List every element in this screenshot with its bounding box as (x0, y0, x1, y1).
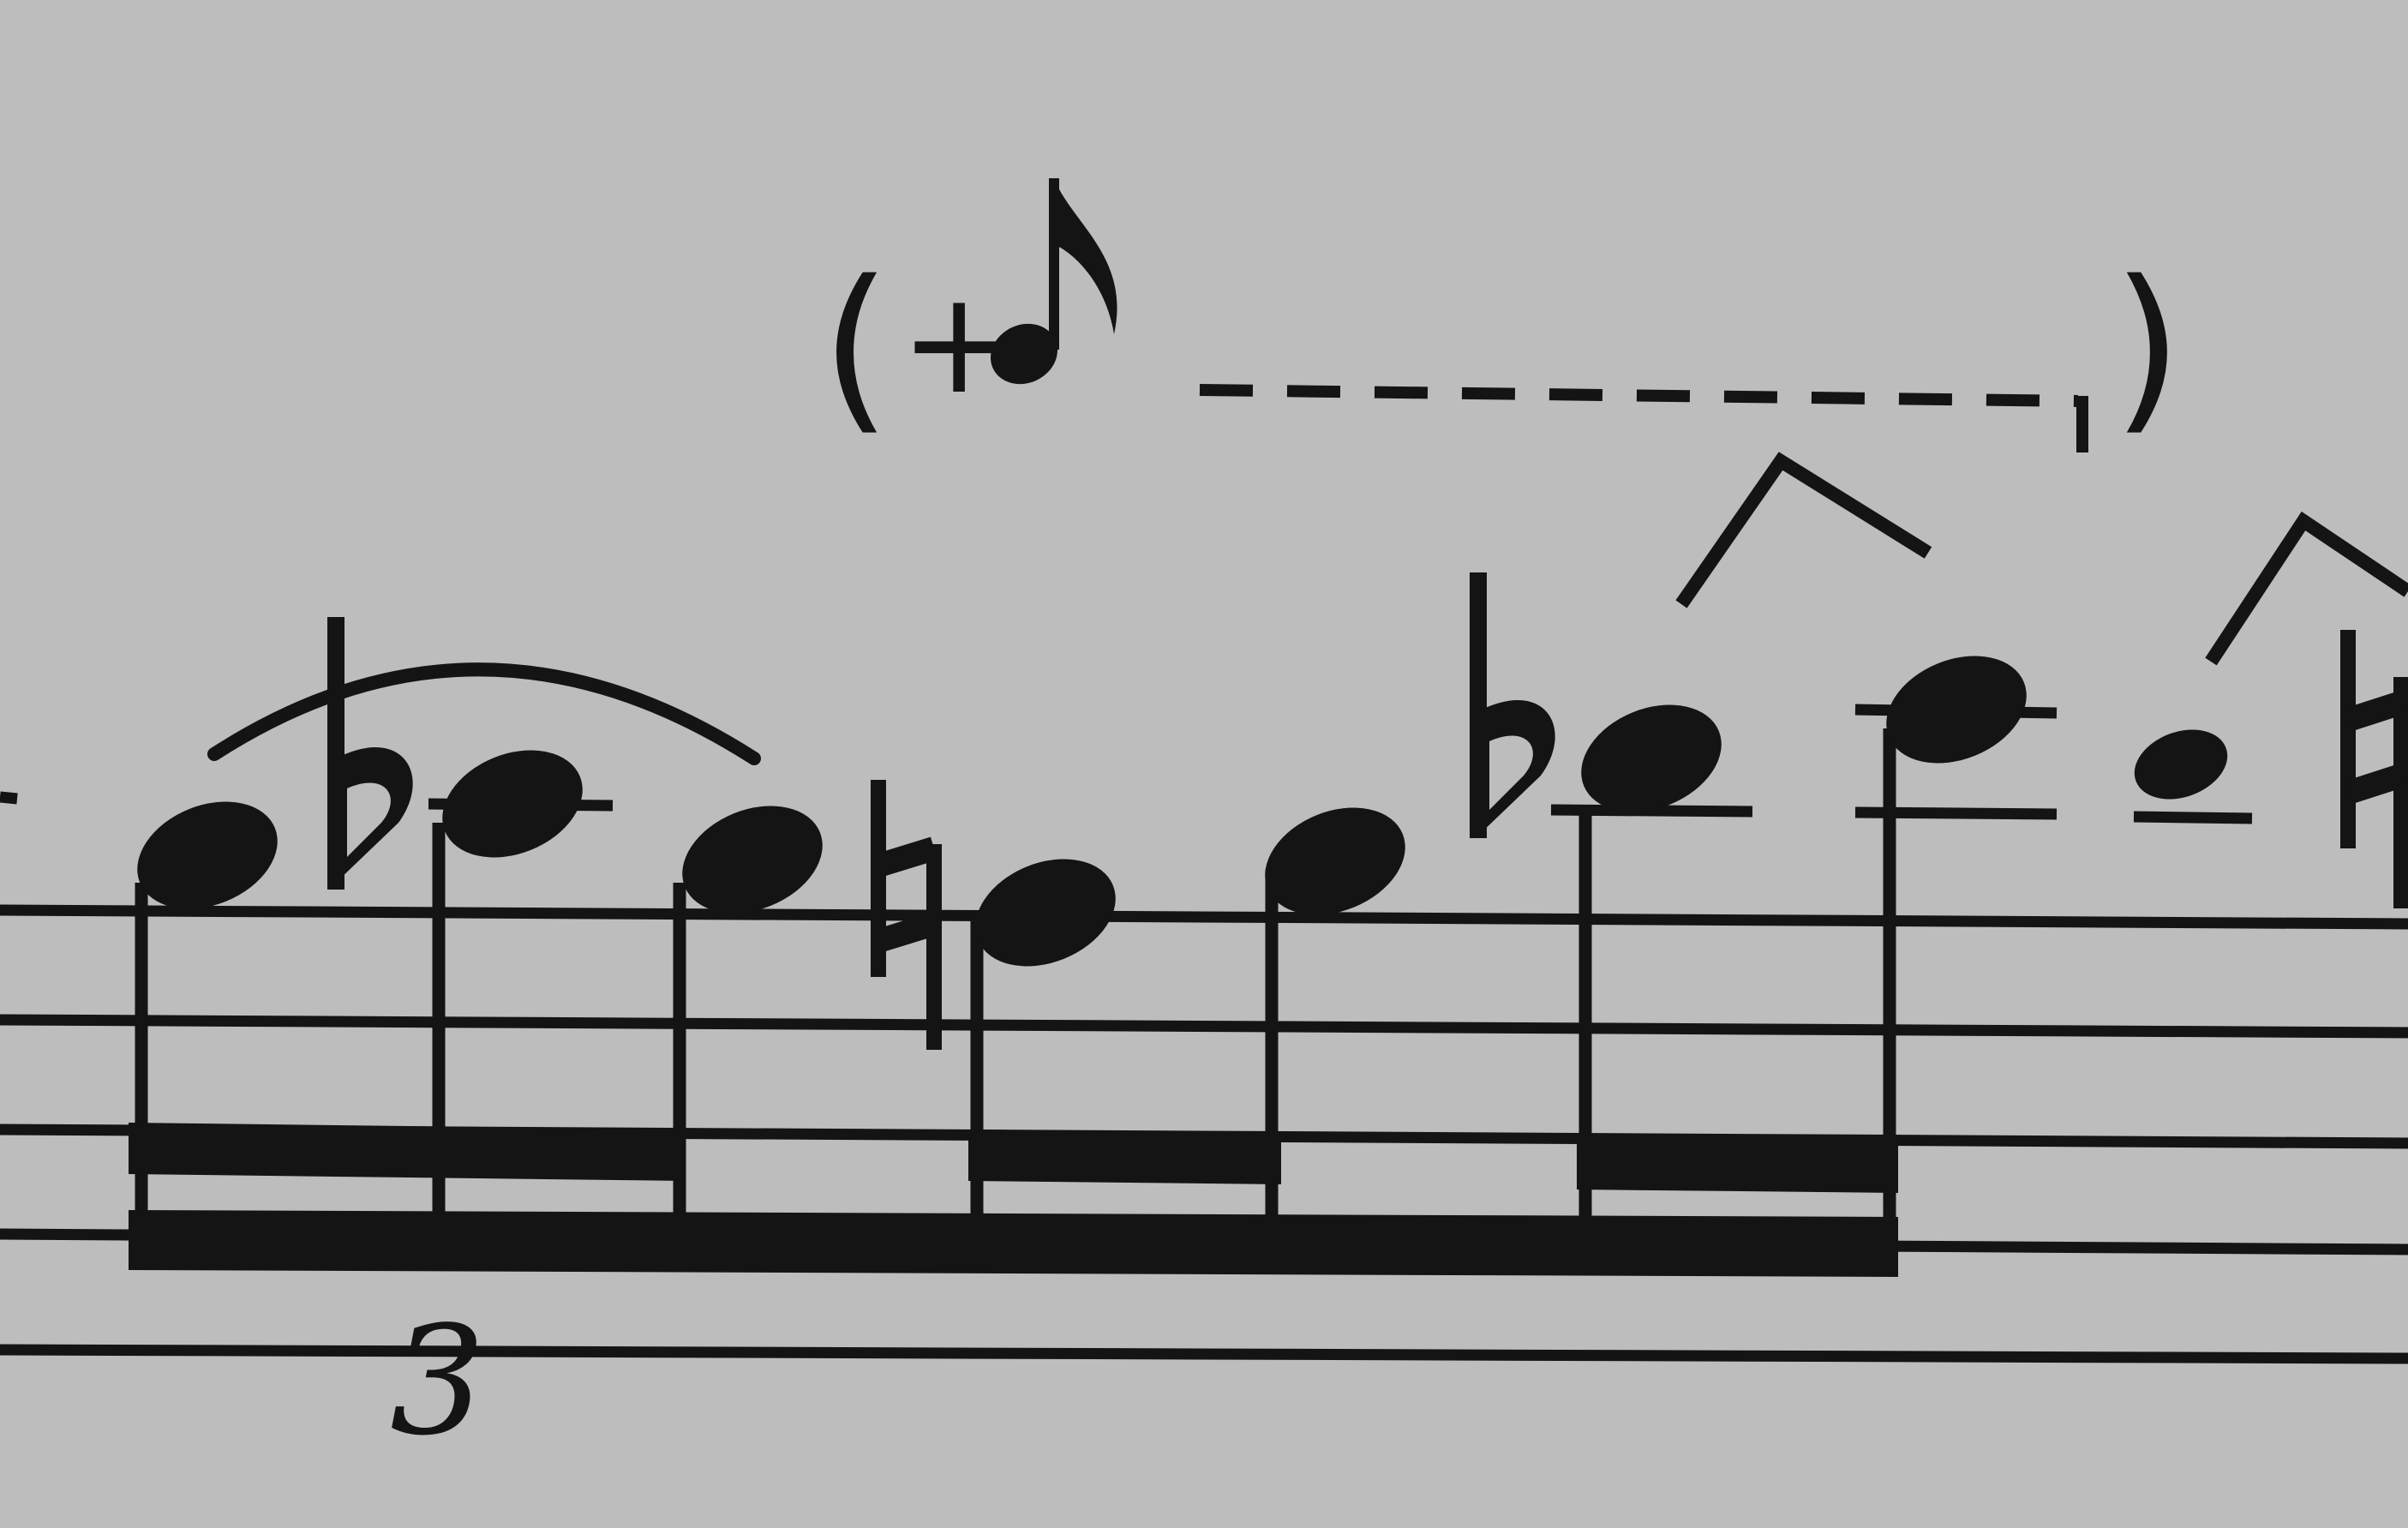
ledger-line (1855, 812, 2057, 814)
secondary-beam-2 (968, 1130, 1281, 1184)
ledger-line (1551, 810, 1752, 812)
annotation-plus-sign: + (900, 261, 1019, 425)
secondary-beam-3 (1577, 1136, 1898, 1193)
primary-beam (129, 1210, 1898, 1277)
annotation-close-paren: ) (2112, 242, 2183, 452)
annotation-open-paren: ( (821, 242, 891, 452)
tuplet-number: 3 (390, 1295, 486, 1469)
secondary-beam-1 (129, 1123, 686, 1181)
ledger-line (2134, 817, 2252, 818)
ledger-line (0, 797, 17, 799)
